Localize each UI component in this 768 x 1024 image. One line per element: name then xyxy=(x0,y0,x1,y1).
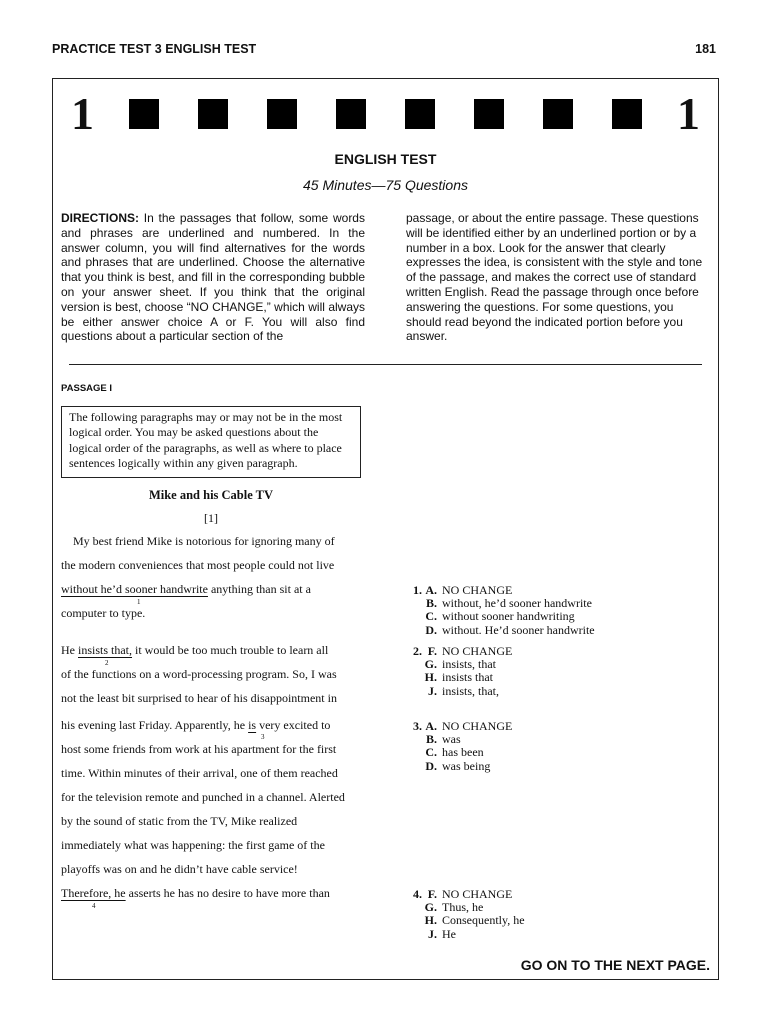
passage-line: the modern conveniences that most people could not live xyxy=(61,558,335,572)
question-1: 1. A. NO CHANGE B. without, he’d sooner handwrite C. without sooner handwriting D. without. He’d sooner handwrite xyxy=(413,583,595,637)
question-2: 2. F. NO CHANGE G. insists, that H. insists that J. insists, that, xyxy=(413,644,513,698)
section-block xyxy=(336,99,366,129)
answer-option[interactable]: insists that xyxy=(442,670,494,685)
question-marker-3: 3 xyxy=(261,733,265,741)
passage-line: by the sound of static from the TV, Mike realized xyxy=(61,814,298,828)
question-4: 4. F. NO CHANGE G. Thus, he H. Consequently, he J. He xyxy=(413,887,525,941)
go-next-page-notice: GO ON TO THE NEXT PAGE. xyxy=(520,957,710,973)
answer-option[interactable]: was being xyxy=(442,758,491,773)
answer-option[interactable]: has been xyxy=(442,745,484,760)
passage-line: without he’d sooner handwrite anything than sit at a xyxy=(61,582,311,596)
directions-column-2: passage, or about the entire passage. These questions will be identified either by an underlined portion or by a number in a box. Look for the answer that clearly expresses the idea, is consistent with the style and tone of the passage, and makes the correct use of standard written English. Read the passage through once before answering the questions. For some questions, you should read beyond the indicated portion before you answer. xyxy=(406,211,703,344)
passage-line: immediately what was happening: the first game of the xyxy=(61,838,325,852)
answer-option[interactable]: without, he’d sooner handwrite xyxy=(442,596,592,611)
directions-text-1: In the passages that follow, some words and phrases are underlined and numbered. In the answer column, you will find alternatives for the words and phrases that are underlined. Choose the alternative that you think is best, and fill in the corresponding bubble on your answer sheet. If you think that the original version is best, choose “NO CHANGE,” which will always be either answer choice A or F. You will also find questions about a particular section of the xyxy=(61,211,365,344)
underlined-portion-2[interactable]: insists that, xyxy=(78,643,133,657)
passage-line: his evening last Friday. Apparently, he is very excited to xyxy=(61,718,331,732)
paragraph-number: [1] xyxy=(204,511,218,525)
answer-option[interactable]: insists, that, xyxy=(442,683,500,698)
passage-line: He insists that, it would be too much trouble to learn all xyxy=(61,643,329,657)
section-block xyxy=(612,99,642,129)
question-marker-2: 2 xyxy=(105,659,109,667)
passage-line: My best friend Mike is notorious for ignoring many of xyxy=(73,534,335,548)
answer-option[interactable]: without sooner handwriting xyxy=(442,609,575,624)
test-subtitle: 45 Minutes—75 Questions xyxy=(303,177,468,193)
answer-option[interactable]: Consequently, he xyxy=(442,913,525,928)
passage-line: playoffs was on and he didn’t have cable service! xyxy=(61,862,298,876)
answer-option[interactable]: was xyxy=(442,732,461,747)
directions-column-1 xyxy=(61,211,365,344)
test-title: ENGLISH TEST xyxy=(334,151,437,167)
section-block xyxy=(474,99,504,129)
answer-option[interactable]: NO CHANGE xyxy=(442,583,513,597)
divider xyxy=(69,364,702,365)
section-block xyxy=(543,99,573,129)
directions-label: DIRECTIONS: xyxy=(61,211,139,225)
section-number-left: 1 xyxy=(71,88,94,139)
section-number-right: 1 xyxy=(677,88,700,139)
answer-option[interactable]: without. He’d sooner handwrite xyxy=(442,622,595,637)
passage-line: time. Within minutes of their arrival, one of them reached xyxy=(61,766,338,780)
answer-option[interactable]: NO CHANGE xyxy=(442,887,513,901)
underlined-portion-4[interactable]: Therefore, he xyxy=(61,886,126,900)
running-head xyxy=(52,42,716,60)
underlined-portion-3[interactable]: is xyxy=(248,718,257,732)
section-block xyxy=(405,99,435,129)
question-3: 3. A. NO CHANGE B. was C. has been D. was being xyxy=(413,719,513,773)
passage-label: PASSAGE I xyxy=(61,383,113,394)
page-number: 181 xyxy=(695,42,716,56)
passage-title: Mike and his Cable TV xyxy=(148,488,274,502)
answer-option[interactable]: He xyxy=(442,926,456,941)
question-marker-4: 4 xyxy=(92,902,96,910)
answer-option[interactable]: Thus, he xyxy=(442,900,484,915)
passage-line: computer to type. xyxy=(61,606,146,620)
section-block xyxy=(198,99,228,129)
test-page-frame xyxy=(52,78,719,980)
section-block xyxy=(129,99,159,129)
underlined-portion-1[interactable]: without he’d sooner handwrite xyxy=(61,582,208,596)
passage-line: Therefore, he asserts he has no desire to have more than xyxy=(61,886,330,900)
passage-line: not the least bit surprised to hear of his disappointment in xyxy=(61,691,337,705)
running-title: PRACTICE TEST 3 ENGLISH TEST xyxy=(52,42,257,56)
section-bar xyxy=(71,88,700,139)
answer-option[interactable]: NO CHANGE xyxy=(442,644,513,658)
section-block xyxy=(267,99,297,129)
section-blocks xyxy=(129,99,642,129)
passage-line: for the television remote and punched in a channel. Alerted xyxy=(61,790,345,804)
passage-line: of the functions on a word-processing program. So, I was xyxy=(61,667,337,681)
passage-line: host some friends from work at his apartment for the first xyxy=(61,742,337,756)
passage-intro-box: The following paragraphs may or may not be in the most logical order. You may be asked questions about the logical order of the paragraphs, as well as where to place sentences logically within any given paragraph. xyxy=(61,406,361,478)
question-marker-1: 1 xyxy=(137,598,141,606)
answer-option[interactable]: NO CHANGE xyxy=(442,719,513,733)
answer-option[interactable]: insists, that xyxy=(442,657,497,672)
